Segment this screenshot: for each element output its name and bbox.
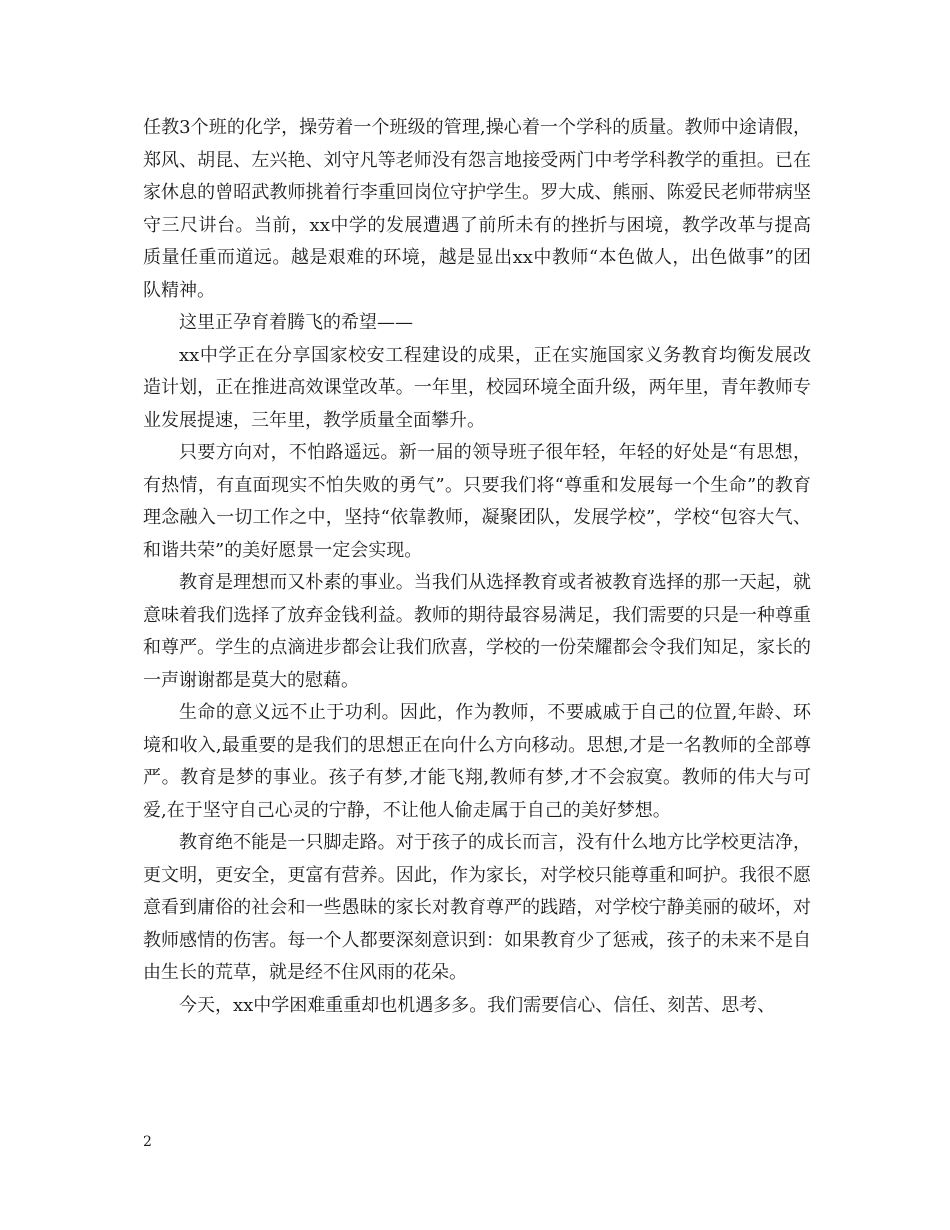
document-body xyxy=(143,112,811,1022)
paragraph-8: 今天，xx中学困难重重却也机遇多多。我们需要信心、信任、刻苦、思考、 xyxy=(179,994,776,1016)
paragraph-7: 教育绝不能是一只脚走路。对于孩子的成长而言，没有什么地方比学校更洁净，更文明，更安全，更富有营养。因此，作为家长，对学校只能尊重和呵护。我很不愿意看到庸俗的社会和一些愚昧的家长对教育尊严的践踏，对学校宁静美丽的破坏，对教师感情的伤害。每一个人都要深刻意识到：如果教育少了惩戒，孩子的未来不是自由生长的荒草，就是经不住风雨的花朵。 xyxy=(143,832,811,983)
paragraph-4: 只要方向对，不怕路遥远。新一届的领导班子很年轻，年轻的好处是“有思想，有热情，有直面现实不怕失败的勇气”。只要我们将“尊重和发展每一个生命”的教育理念融入一切工作之中，坚持“依靠教师，凝聚团队，发展学校”，学校“包容大气、和谐共荣”的美好愿景一定会实现。 xyxy=(143,442,811,561)
paragraph-6: 生命的意义远不止于功利。因此，作为教师，不要戚戚于自己的位置,年龄、环境和收入,最重要的是我们的思想正在向什么方向移动。思想,才是一名教师的全部尊严。教育是梦的事业。孩子有梦,才能飞翔,教师有梦,才不会寂寞。教师的伟大与可爱,在于坚守自己心灵的宁静，不让他人偷走属于自己的美好梦想。 xyxy=(143,702,811,821)
paragraph-2: 这里正孕育着腾飞的希望—— xyxy=(179,312,413,333)
paragraph-3: xx中学正在分享国家校安工程建设的成果，正在实施国家义务教育均衡发展改造计划，正在推进高效课堂改革。一年里，校园环境全面升级，两年里，青年教师专业发展提速，三年里，教学质量全面攀升。 xyxy=(143,344,811,431)
paragraph-1: 任教3个班的化学，操劳着一个班级的管理,操心着一个学科的质量。教师中途请假，郑风、胡昆、左兴艳、刘守凡等老师没有怨言地接受两门中考学科教学的重担。已在家休息的曾昭武教师挑着行李重回岗位守护学生。罗大成、熊丽、陈爱民老师带病坚守三尺讲台。当前，xx中学的发展遭遇了前所未有的挫折与困境，教学改革与提高质量任重而道远。越是艰难的环境，越是显出xx中教师“本色做人，出色做事”的团队精神。 xyxy=(143,117,811,301)
page-number: 2 xyxy=(143,1134,152,1150)
paragraph-5: 教育是理想而又朴素的事业。当我们从选择教育或者被教育选择的那一天起，就意味着我们选择了放弃金钱利益。教师的期待最容易满足，我们需要的只是一种尊重和尊严。学生的点滴进步都会让我们欣喜，学校的一份荣耀都会令我们知足，家长的一声谢谢都是莫大的慰藉。 xyxy=(143,572,811,691)
